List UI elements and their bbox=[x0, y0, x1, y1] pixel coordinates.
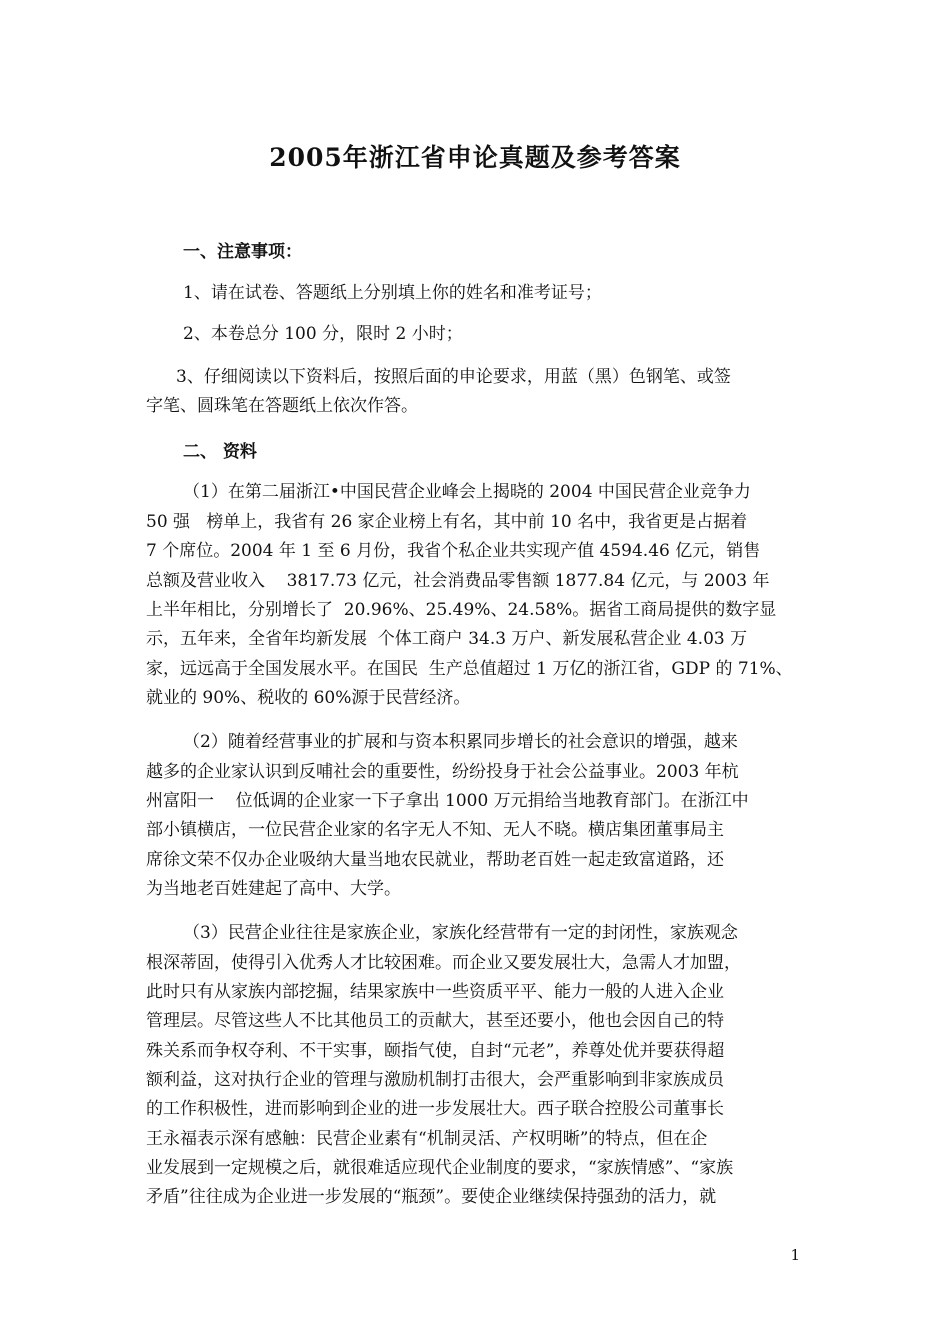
para3-line-4: 管理层。尽管这些人不比其他员工的贡献大，甚至还要小，他也会因自己的特 bbox=[146, 1011, 724, 1031]
para3-line-2: 根深蒂固，使得引入优秀人才比较困难。而企业又要发展壮大，急需人才加盟， bbox=[146, 953, 741, 973]
para1-line-6: 示，五年来，全省年均新发展 个体工商户 34.3 万户、新发展私营企业 4.03 万 bbox=[146, 629, 748, 649]
para1-line-1: （1）在第二届浙江•中国民营企业峰会上揭晓的 2004 中国民营企业竞争力 bbox=[183, 482, 751, 502]
para2-line-4: 部小镇横店，一位民营企业家的名字无人不知、无人不晓。横店集团董事局主 bbox=[146, 820, 724, 840]
para1-line-7: 家，远远高于全国发展水平。在国民 生产总值超过 1 万亿的浙江省，GDP 的 71%、 bbox=[146, 659, 793, 679]
notice-item-3-line-1: 3、仔细阅读以下资料后，按照后面的申论要求，用蓝（黑）色钢笔、或签 bbox=[176, 367, 731, 387]
para3-line-7: 的工作积极性，进而影响到企业的进一步发展壮大。西子联合控股公司董事长 bbox=[146, 1099, 724, 1119]
para1-line-4: 总额及营业收入 3817.73 亿元，社会消费品零售额 1877.84 亿元，与 2003 年 bbox=[146, 571, 770, 591]
document-title: 2005年浙江省申论真题及参考答案 bbox=[269, 143, 681, 172]
para2-line-6: 为当地老百姓建起了高中、大学。 bbox=[146, 879, 401, 899]
para1-line-8: 就业的 90%、税收的 60%源于民营经济。 bbox=[146, 688, 471, 708]
page-number: 1 bbox=[790, 1246, 800, 1264]
para3-line-10: 矛盾”往往成为企业进一步发展的“瓶颈”。要使企业继续保持强劲的活力，就 bbox=[146, 1187, 717, 1207]
para3-line-5: 殊关系而争权夺利、不干实事，颐指气使，自封“元老”，养尊处优并要获得超 bbox=[146, 1041, 725, 1061]
section-heading-materials: 二、 资料 bbox=[183, 442, 257, 462]
para3-line-1: （3）民营企业往往是家族企业，家族化经营带有一定的封闭性，家族观念 bbox=[183, 923, 738, 943]
para2-line-1: （2）随着经营事业的扩展和与资本积累同步增长的社会意识的增强，越来 bbox=[183, 732, 738, 752]
section-heading-notes: 一、注意事项： bbox=[183, 242, 302, 262]
para3-line-6: 额利益，这对执行企业的管理与激励机制打击很大，会严重影响到非家族成员 bbox=[146, 1070, 724, 1090]
para1-line-5: 上半年相比，分别增长了 20.96%、25.49%、24.58%。据省工商局提供的数字显 bbox=[146, 600, 777, 620]
para3-line-9: 业发展到一定规模之后，就很难适应现代企业制度的要求，“家族情感”、“家族 bbox=[146, 1158, 734, 1178]
para1-line-3: 7 个席位。2004 年 1 至 6 月份，我省个私企业共实现产值 4594.46 亿元，销售 bbox=[146, 541, 761, 561]
para1-line-2: 50 强 榜单上，我省有 26 家企业榜上有名，其中前 10 名中，我省更是占据着 bbox=[146, 512, 748, 532]
para3-line-8: 王永福表示深有感触：民营企业素有“机制灵活、产权明晰”的特点，但在企 bbox=[146, 1129, 708, 1149]
para2-line-5: 席徐文荣不仅办企业吸纳大量当地农民就业，帮助老百姓一起走致富道路，还 bbox=[146, 850, 724, 870]
para3-line-3: 此时只有从家族内部挖掘，结果家族中一些资质平平、能力一般的人进入企业 bbox=[146, 982, 724, 1002]
notice-item-2: 2、本卷总分 100 分，限时 2 小时； bbox=[183, 324, 463, 344]
notice-item-1: 1、请在试卷、答题纸上分别填上你的姓名和准考证号； bbox=[183, 283, 602, 303]
para2-line-2: 越多的企业家认识到反哺社会的重要性，纷纷投身于社会公益事业。2003 年杭 bbox=[146, 762, 739, 782]
para2-line-3: 州富阳一 位低调的企业家一下子拿出 1000 万元捐给当地教育部门。在浙江中 bbox=[146, 791, 749, 811]
notice-item-3-line-2: 字笔、圆珠笔在答题纸上依次作答。 bbox=[146, 396, 418, 416]
